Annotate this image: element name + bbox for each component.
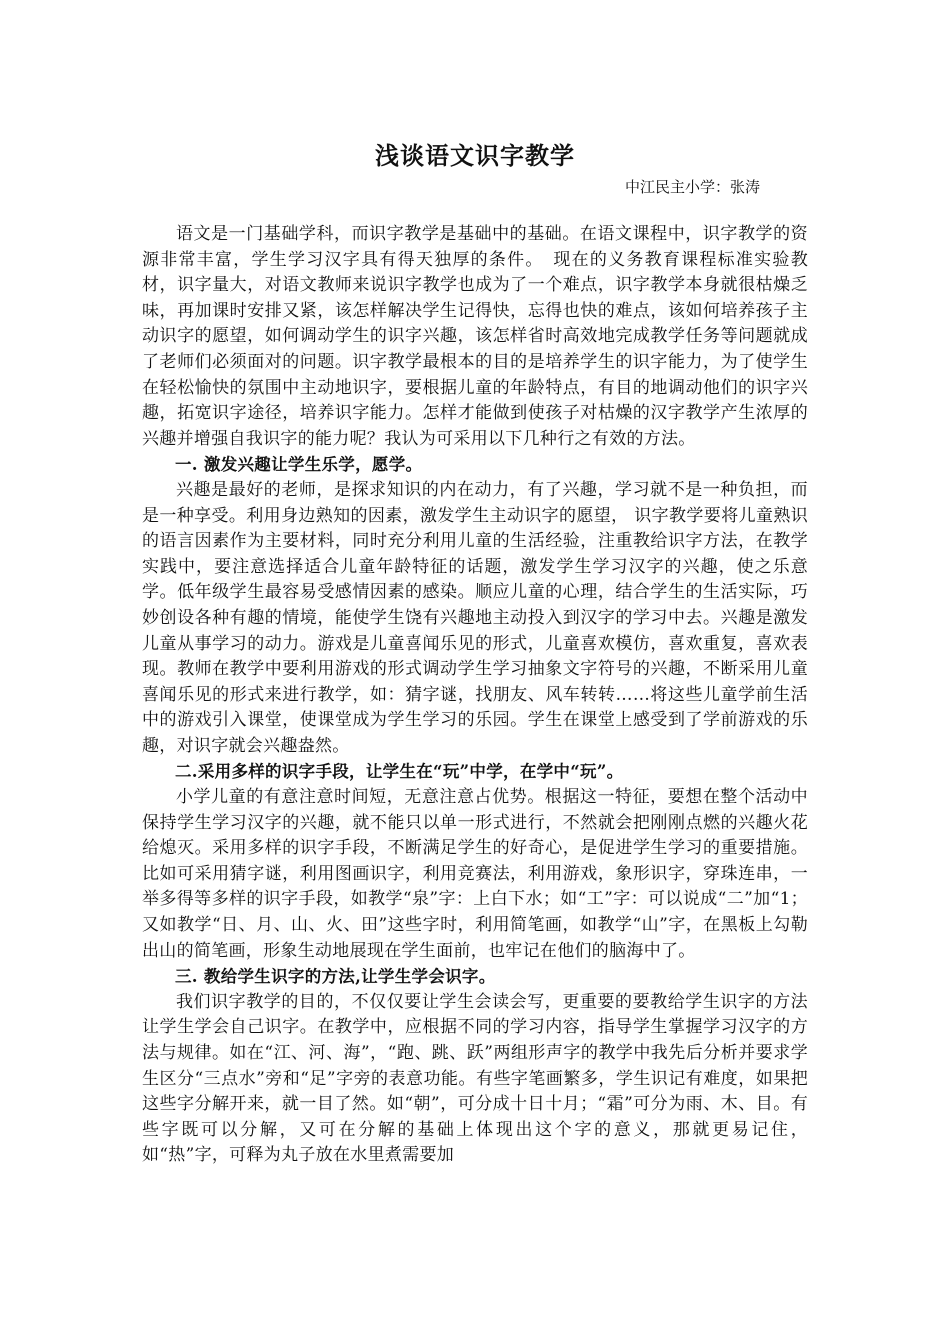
document-title: 浅谈语文识字教学 bbox=[375, 141, 575, 170]
intro-paragraph: 语文是一门基础学科，而识字教学是基础中的基础。在语文课程中，识字教学的资源非常丰富，学生学习汉字具有得天独厚的条件。 现在的义务教育课程标准实验教材，识字量大，对语文教师来说识字教学也成为了一个难点，识字教学本身就很枯燥乏味，再加课时安排又紧，该怎样解决学生记得快，忘得也快的难点，该如何培养孩子主动识字的愿望，如何调动学生的识字兴趣，该怎样省时高效地完成教学任务等问题就成了老师们必须面对的问题。识字教学最根本的目的是培养学生的识字能力，为了使学生在轻松愉快的氛围中主动地识字，要根据儿童的年龄特点，有目的地调动他们的识字兴趣，拓宽识字途径，培养识字能力。怎样才能做到使孩子对枯燥的汉字教学产生浓厚的兴趣并增强自我识字的能力呢？我认为可采用以下几种行之有效的方法。 bbox=[142, 224, 808, 449]
document-body bbox=[142, 222, 808, 1169]
author-line: 中江民主小学：张涛 bbox=[624, 178, 760, 196]
section-1-paragraph: 兴趣是最好的老师，是探求知识的内在动力，有了兴趣，学习就不是一种负担，而是一种享受。利用身边熟知的因素，激发学生主动识字的愿望， 识字教学要将儿童熟识的语言因素作为主要材料，同时充分利用儿童的生活经验，注重教给识字方法，在教学实践中，要注意选择适合儿童年龄特征的话题，激发学生学习汉字的兴趣，使之乐意学。低年级学生最容易受感情因素的感染。顺应儿童的心理，结合学生的生活实际，巧妙创设各种有趣的情境，能使学生饶有兴趣地主动投入到汉字的学习中去。兴趣是激发儿童从事学习的动力。游戏是儿童喜闻乐见的形式，儿童喜欢模仿，喜欢重复，喜欢表现。教师在教学中要利用游戏的形式调动学生学习抽象文字符号的兴趣，不断采用儿童喜闻乐见的形式来进行教学，如：猜字谜，找朋友、风车转转……将这些儿童学前生活中的游戏引入课堂，使课堂成为学生学习的乐园。学生在课堂上感受到了学前游戏的乐趣，对识字就会兴趣盎然。 bbox=[142, 479, 808, 756]
section-3-paragraph: 我们识字教学的目的，不仅仅要让学生会读会写，更重要的要教给学生识字的方法让学生学会自己识字。在教学中，应根据不同的学习内容，指导学生掌握学习汉字的方法与规律。如在“江、河、海”，“跑、跳、跃”两组形声字的教学中我先后分析并要求学生区分“三点水”旁和“足”字旁的表意功能。有些字笔画繁多，学生识记有难度，如果把这些字分解开来，就一目了然。如“朝”，可分成十日十月；“霜”可分为雨、木、目。有些字既可以分解，又可在分解的基础上体现出这个字的意义，那就更易记住，如“热”字，可释为丸子放在水里煮需要加 bbox=[142, 991, 808, 1166]
section-heading-2: 二.采用多样的识字手段，让学生在“玩”中学，在学中“玩”。 bbox=[175, 762, 624, 782]
section-heading-1: 一. 激发兴趣让学生乐学，愿学。 bbox=[175, 455, 423, 475]
section-2-paragraph: 小学儿童的有意注意时间短，无意注意占优势。根据这一特征，要想在整个活动中保持学生学习汉字的兴趣，就不能只以单一形式进行，不然就会把刚刚点燃的兴趣火花给熄灭。采用多样的识字手段，不断满足学生的好奇心，是促进学生学习的重要措施。比如可采用猜字谜，利用图画识字，利用竞赛法，利用游戏，象形识字，穿珠连串，一举多得等多样的识字手段，如教学“泉”字：上白下水；如“工”字：可以说成“二”加“1；又如教学“日、月、山、火、田”这些字时，利用简笔画，如教学“山”字，在黑板上勾勒出山的简笔画，形象生动地展现在学生面前，也牢记在他们的脑海中了。 bbox=[142, 787, 808, 961]
section-heading-3: 三. 教给学生识字的方法,让学生学会识字。 bbox=[175, 967, 496, 987]
